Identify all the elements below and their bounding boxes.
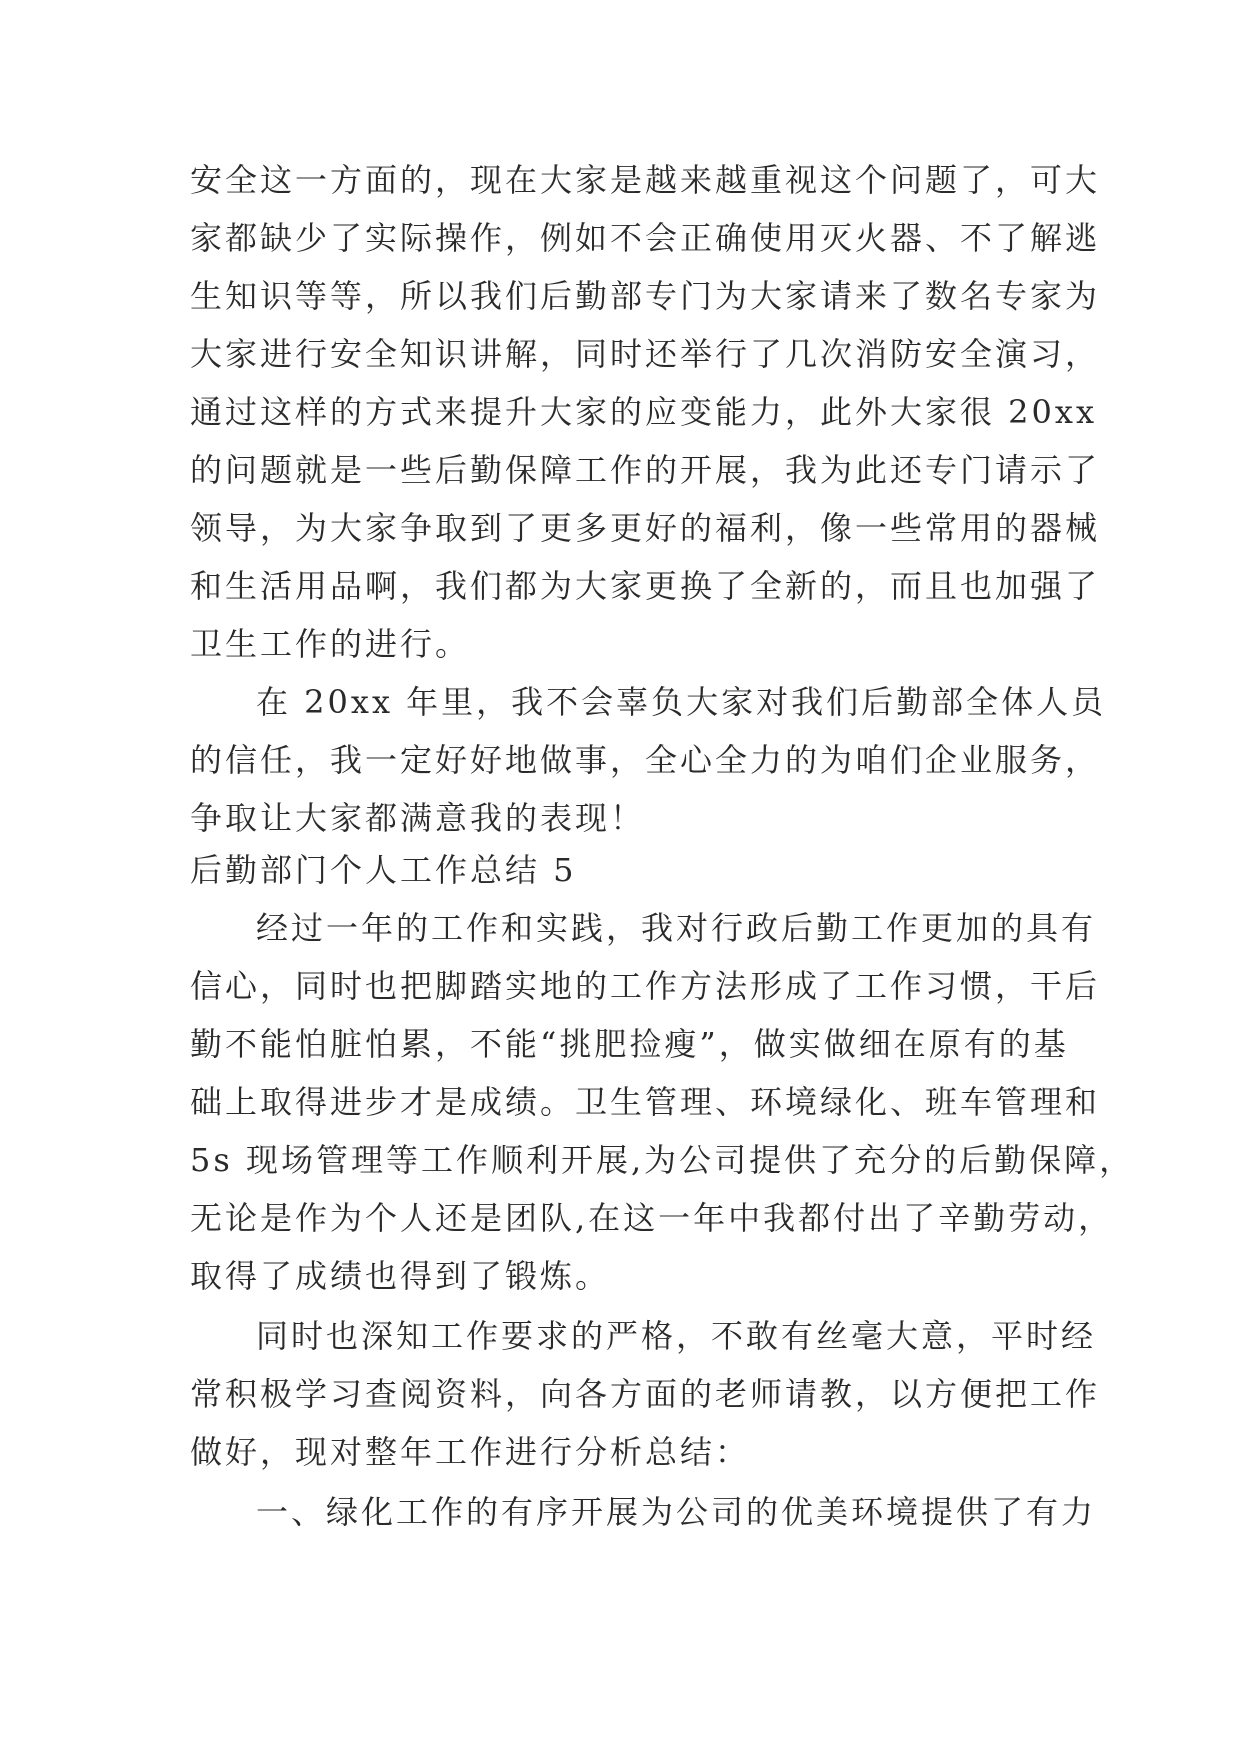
text-line: 安全这一方面的，现在大家是越来越重视这个问题了，可大 — [190, 161, 1101, 199]
text-line: 卫生工作的进行。 — [190, 625, 471, 663]
text-line: 家都缺少了实际操作，例如不会正确使用灭火器、不了解逃 — [190, 219, 1101, 257]
text-line: 信心，同时也把脚踏实地的工作方法形成了工作习惯，干后 — [190, 967, 1101, 1005]
text-line: 5s 现场管理等工作顺利开展,为公司提供了充分的后勤保障， — [190, 1141, 1135, 1179]
text-line: 做好，现对整年工作进行分析总结： — [190, 1433, 751, 1471]
text-line: 生知识等等，所以我们后勤部专门为大家请来了数名专家为 — [190, 277, 1101, 315]
text-line: 大家进行安全知识讲解，同时还举行了几次消防安全演习， — [190, 335, 1101, 373]
text-line: 领导，为大家争取到了更多更好的福利，像一些常用的器械 — [190, 509, 1101, 547]
text-line: 的问题就是一些后勤保障工作的开展，我为此还专门请示了 — [190, 451, 1101, 489]
paragraph-start-line: 在 20xx 年里，我不会辜负大家对我们后勤部全体人员 — [256, 683, 1107, 721]
text-line: 常积极学习查阅资料，向各方面的老师请教，以方便把工作 — [190, 1375, 1101, 1413]
text-line: 和生活用品啊，我们都为大家更换了全新的，而且也加强了 — [190, 567, 1101, 605]
paragraph-start-line: 一、绿化工作的有序开展为公司的优美环境提供了有力 — [256, 1493, 1097, 1531]
text-line: 的信任，我一定好好地做事，全心全力的为咱们企业服务， — [190, 741, 1101, 779]
paragraph-start-line: 经过一年的工作和实践，我对行政后勤工作更加的具有 — [256, 909, 1097, 947]
text-line: 础上取得进步才是成绩。卫生管理、环境绿化、班车管理和 — [190, 1083, 1101, 1121]
paragraph-start-line: 同时也深知工作要求的严格，不敢有丝毫大意，平时经 — [256, 1317, 1097, 1355]
text-line: 取得了成绩也得到了锻炼。 — [190, 1257, 611, 1295]
text-line: 通过这样的方式来提升大家的应变能力，此外大家很 20xx — [190, 393, 1097, 431]
text-line: 争取让大家都满意我的表现！ — [190, 799, 646, 837]
text-line: 勤不能怕脏怕累，不能“挑肥捡瘦”，做实做细在原有的基 — [190, 1025, 1069, 1063]
text-line: 无论是作为个人还是团队,在这一年中我都付出了辛勤劳动， — [190, 1199, 1114, 1237]
section-heading: 后勤部门个人工作总结 5 — [190, 851, 577, 889]
